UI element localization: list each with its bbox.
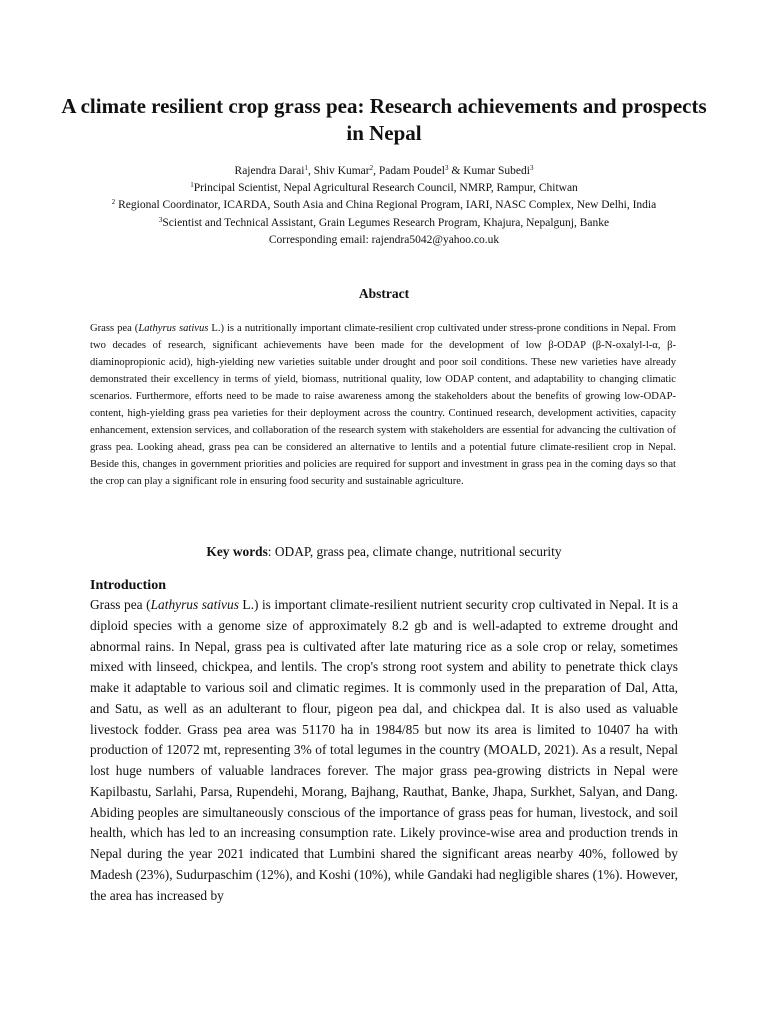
- species-name: Lathyrus sativus: [138, 323, 209, 334]
- keywords-list: : ODAP, grass pea, climate change, nutritional security: [267, 544, 562, 559]
- author-name: Shiv Kumar: [313, 165, 370, 177]
- author-affiliation-mark: 2: [369, 164, 374, 172]
- author-separator: ,: [373, 165, 379, 177]
- affiliation-text: Principal Scientist, Nepal Agricultural Research Council, NMRP, Rampur, Chitwan: [193, 182, 578, 195]
- author-affiliation-mark: 1: [304, 164, 308, 172]
- abstract-text-segment: Grass pea (: [90, 323, 139, 334]
- keywords-line: [60, 543, 708, 561]
- affiliation-2: [80, 197, 688, 214]
- introduction-body: [90, 595, 678, 906]
- introduction-heading: Introduction: [90, 578, 166, 593]
- abstract-heading: Abstract: [358, 286, 410, 301]
- author-affiliation-mark: 3: [444, 164, 449, 172]
- affiliation-mark: 1: [190, 181, 194, 190]
- author-affiliation-mark: 3: [529, 164, 534, 172]
- author-separator: &: [448, 165, 464, 177]
- paper-title: A climate resilient crop grass pea: Research achievements and prospects in Nepal: [61, 94, 707, 145]
- affiliation-mark: 2: [111, 198, 116, 207]
- affiliation-text: Regional Coordinator, ICARDA, South Asia and China Regional Program, IARI, NASC Complex, New Delhi, India: [115, 199, 657, 212]
- species-name: Lathyrus sativus: [150, 597, 239, 612]
- abstract-body: [90, 320, 676, 490]
- keywords-label: Key words: [206, 544, 268, 559]
- corresponding-email: Corresponding email: rajendra5042@yahoo.co.uk: [268, 233, 500, 246]
- affiliation-3: [80, 215, 688, 232]
- author-name: Rajendra Darai: [234, 165, 305, 177]
- affiliation-mark: 3: [158, 215, 163, 224]
- author-line: [80, 163, 688, 180]
- author-separator: ,: [307, 165, 314, 177]
- affiliation-1: [80, 180, 688, 197]
- author-name: Kumar Subedi: [463, 165, 530, 177]
- author-block: [80, 163, 688, 249]
- intro-text-segment: L.) is important climate-resilient nutrient security crop cultivated in Nepal. It is a diploid species with a genome size of approximately 8.2 gb and is well-adapted to extreme drought and abnormal rains. In Nepal, grass pea is cultivated after late maturing rice as a sole crop or relay, sometimes mixed with linseed, chickpea, and lentils. The crop's strong root system and ability to penetrate thick clays make it adaptable to various soil and climatic regimes. It is commonly used in the preparation of Dal, Atta, and Satu, as well as an adulterant to flour, pigeon pea dal, and chickpea dal. It is also used as valuable livestock fodder. Grass pea area was 51170 ha in 1984/85 but now its area is limited to 10407 ha with production of 12072 mt, representing 3% of total legumes in the country (MOALD, 2021). As a result, Nepal lost huge numbers of valuable landraces forever. The major grass pea-growing districts in Nepal were Kapilbastu, Sarlahi, Parsa, Rupendehi, Morang, Bajhang, Rauthat, Banke, Jhapa, Surkhet, Salyan, and Dang. Abiding peoples are simultaneously conscious of the importance of grass peas for human, livestock, and soil health, which has led to an increasing consumption rate. Likely province-wise area and production trends in Nepal during the year 2021 indicated that Lumbini shared the significant areas nearby 40%, followed by Madesh (23%), Sudurpaschim (12%), and Koshi (10%), while Gandaki had negligible shares (1%). However, the area has increased by: [90, 597, 679, 903]
- abstract-text-segment: L.) is a nutritionally important climate-resilient crop cultivated under stress-prone conditions in Nepal. From two decades of research, significant achievements have been made for the development of low β-ODAP (β-N-oxalyl-l-α, β-diaminopropionic acid), high-yielding new varieties suitable under drought and poor soil conditions. These new varieties have already demonstrated their excellency in terms of yield, biomass, nutritional quality, low ODAP content, and adaptability to changing climatic scenarios. Furthermore, efforts need to be made to raise awareness among the stakeholders about the benefits of growing low-ODAP-content, high-yielding grass pea varieties for their deployment across the country. Continued research, development activities, capacity enhancement, extension services, and collaboration of the research system with stakeholders are essential for advancing the cultivation of grass pea. Looking ahead, grass pea can be considered an alternative to lentils and a potential future climate-resilient crop in Nepal. Beside this, changes in government priorities and policies are required for support and investment in grass pea in the coming days so that the crop can play a significant role in ensuring food security and sustainable agriculture.: [90, 323, 677, 488]
- affiliation-text: Scientist and Technical Assistant, Grain Legumes Research Program, Khajura, Nepalgunj, Banke: [162, 216, 610, 229]
- intro-text-segment: Grass pea (: [90, 597, 151, 612]
- author-name: Padam Poudel: [378, 165, 445, 177]
